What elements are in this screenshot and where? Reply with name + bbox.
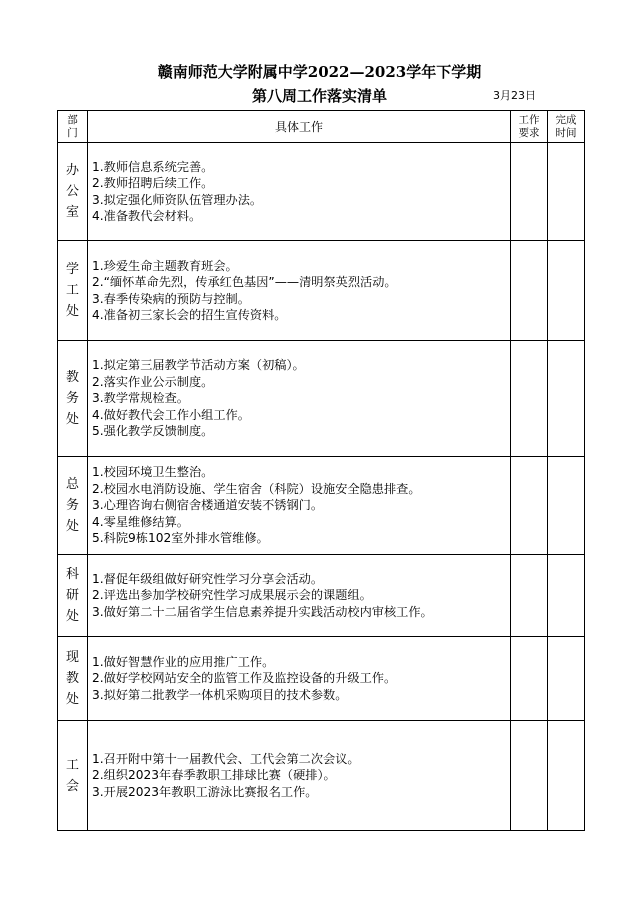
work-item: 3.拟好第二批教学一体机采购项目的技术参数。 bbox=[92, 687, 348, 702]
completion-time-cell bbox=[548, 143, 585, 241]
work-item: 2.做好学校网站安全的监管工作及监控设备的升级工作。 bbox=[92, 671, 397, 686]
work-cell bbox=[88, 555, 511, 637]
work-item: 1.召开附中第十一届教代会、工代会第二次会议。 bbox=[92, 751, 360, 766]
dept-cell: 科 研 处 bbox=[58, 555, 88, 637]
work-item: 3.春季传染病的预防与控制。 bbox=[92, 291, 250, 306]
work-item: 1.珍爱生命主题教育班会。 bbox=[92, 258, 238, 273]
table-row bbox=[58, 555, 585, 637]
work-cell bbox=[88, 241, 511, 341]
table-row bbox=[58, 341, 585, 457]
work-cell bbox=[88, 341, 511, 457]
dept-cell: 总 务 处 bbox=[58, 457, 88, 555]
date-label: 3月23日 bbox=[493, 89, 536, 102]
dept-cell: 办 公 室 bbox=[58, 143, 88, 241]
work-item: 2.校园水电消防设施、学生宿舍（科院）设施安全隐患排查。 bbox=[92, 481, 421, 496]
table-row bbox=[58, 143, 585, 241]
dept-cell: 学 工 处 bbox=[58, 241, 88, 341]
work-item: 2.教师招聘后续工作。 bbox=[92, 176, 214, 191]
completion-time-cell bbox=[548, 721, 585, 831]
work-item: 3.教学常规检查。 bbox=[92, 391, 189, 406]
table-row bbox=[58, 457, 585, 555]
work-item: 2.“缅怀革命先烈，传承红色基因”——清明祭英烈活动。 bbox=[92, 275, 397, 290]
requirement-cell bbox=[511, 721, 548, 831]
completion-time-cell bbox=[548, 457, 585, 555]
header-work: 具体工作 bbox=[88, 111, 511, 143]
work-item: 1.做好智慧作业的应用推广工作。 bbox=[92, 654, 275, 669]
requirement-cell bbox=[511, 457, 548, 555]
table-row bbox=[58, 637, 585, 721]
header-row bbox=[58, 111, 585, 143]
work-item: 1.拟定第三届教学节活动方案（初稿）。 bbox=[92, 358, 305, 373]
requirement-cell bbox=[511, 143, 548, 241]
requirement-cell bbox=[511, 341, 548, 457]
work-item: 2.落实作业公示制度。 bbox=[92, 374, 214, 389]
header-dept: 部 门 bbox=[58, 111, 88, 143]
work-item: 3.拟定强化师资队伍管理办法。 bbox=[92, 192, 263, 207]
work-checklist-table bbox=[57, 110, 585, 831]
requirement-cell bbox=[511, 555, 548, 637]
dept-cell: 工 会 bbox=[58, 721, 88, 831]
work-cell bbox=[88, 637, 511, 721]
completion-time-cell bbox=[548, 555, 585, 637]
work-item: 4.做好教代会工作小组工作。 bbox=[92, 407, 250, 422]
work-item: 1.校园环境卫生整治。 bbox=[92, 465, 214, 480]
work-item: 4.准备教代会材料。 bbox=[92, 208, 202, 223]
work-item: 1.督促年级组做好研究性学习分享会活动。 bbox=[92, 571, 324, 586]
document-subtitle: 第八周工作落实清单 bbox=[251, 87, 387, 105]
header-requirement: 工作 要求 bbox=[511, 111, 548, 143]
header-completion-time: 完成 时间 bbox=[548, 111, 585, 143]
work-cell bbox=[88, 721, 511, 831]
work-item: 4.零星维修结算。 bbox=[92, 514, 189, 529]
work-item: 3.做好第二十二届省学生信息素养提升实践活动校内审核工作。 bbox=[92, 604, 433, 619]
work-item: 3.心理咨询右侧宿舍楼通道安装不锈钢门。 bbox=[92, 498, 324, 513]
requirement-cell bbox=[511, 241, 548, 341]
work-cell bbox=[88, 457, 511, 555]
dept-cell: 教 务 处 bbox=[58, 341, 88, 457]
work-item: 4.准备初三家长会的招生宣传资料。 bbox=[92, 307, 287, 322]
completion-time-cell bbox=[548, 637, 585, 721]
work-cell bbox=[88, 143, 511, 241]
work-item: 5.科院9栋102室外排水管维修。 bbox=[92, 531, 269, 546]
requirement-cell bbox=[511, 637, 548, 721]
work-item: 3.开展2023年教职工游泳比赛报名工作。 bbox=[92, 784, 318, 799]
table-row bbox=[58, 241, 585, 341]
work-item: 5.强化教学反馈制度。 bbox=[92, 424, 214, 439]
completion-time-cell bbox=[548, 341, 585, 457]
dept-cell: 现 教 处 bbox=[58, 637, 88, 721]
work-item: 2.评选出参加学校研究性学习成果展示会的课题组。 bbox=[92, 588, 372, 603]
document-title: 赣南师范大学附属中学2022—2023学年下学期 bbox=[157, 63, 482, 81]
completion-time-cell bbox=[548, 241, 585, 341]
table-row bbox=[58, 721, 585, 831]
work-item: 1.教师信息系统完善。 bbox=[92, 159, 214, 174]
work-item: 2.组织2023年春季教职工排球比赛（硬排）。 bbox=[92, 768, 336, 783]
